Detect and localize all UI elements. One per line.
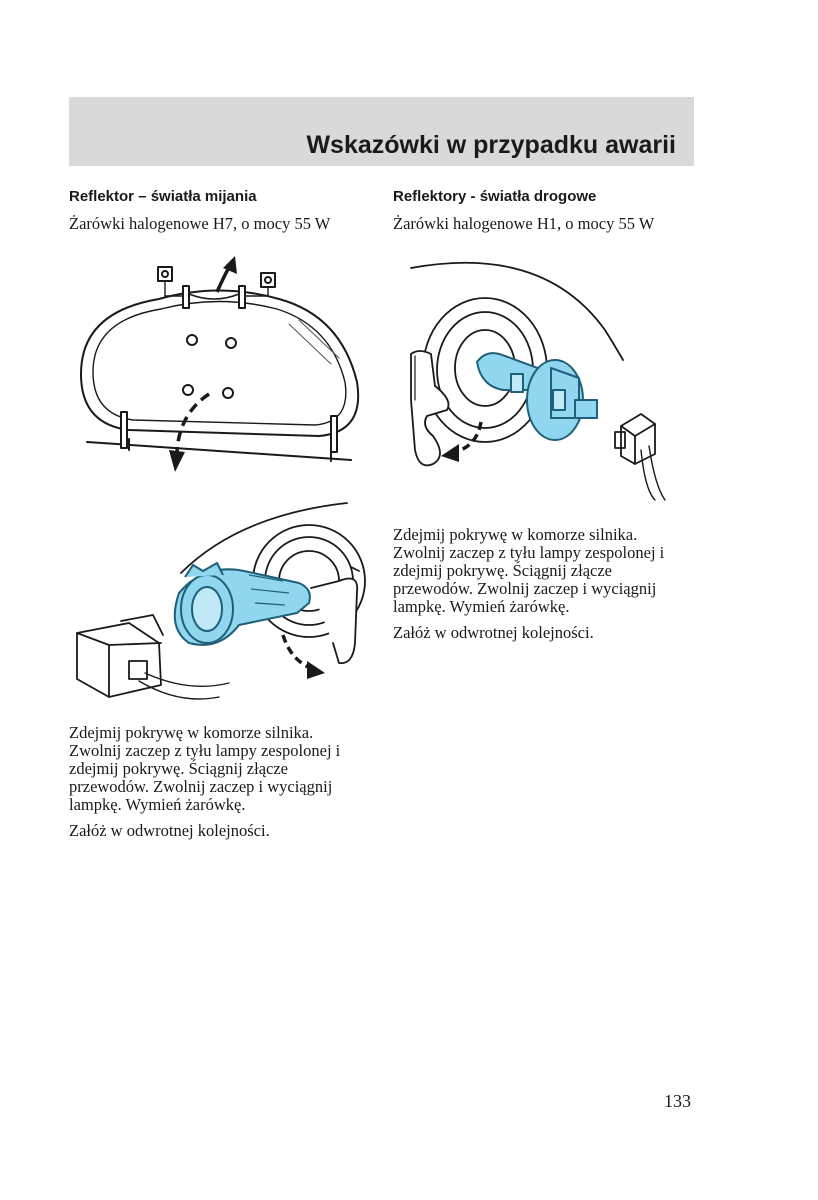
left-column-header — [69, 186, 369, 235]
h1-bulb-removal-illustration — [393, 250, 693, 502]
header-band — [69, 97, 694, 166]
low-beam-instructions — [69, 724, 369, 840]
low-beam-steps: Zdejmij pokrywę w komorze silnika. Zwolnij zaczep z tyłu lampy zespolonej i zdejmij pokrywę. Ściągnij złącze przewodów. Zwolnij zaczep i wyciągnij lampkę. Wymień żarówkę. — [69, 723, 341, 814]
low-beam-bulb-spec: Żarówki halogenowe H7, o mocy 55 W — [69, 214, 331, 233]
low-beam-heading: Reflektor – światła mijania — [69, 188, 257, 205]
page-number: 133 — [664, 1091, 691, 1111]
low-beam-reassembly: Załóż w odwrotnej kolejności. — [69, 821, 270, 840]
high-beam-reassembly: Załóż w odwrotnej kolejności. — [393, 623, 594, 642]
high-beam-bulb-spec: Żarówki halogenowe H1, o mocy 55 W — [393, 214, 655, 233]
high-beam-heading: Reflektory - światła drogowe — [393, 188, 597, 205]
high-beam-steps: Zdejmij pokrywę w komorze silnika. Zwolnij zaczep z tyłu lampy zespolonej i zdejmij pokrywę. Ściągnij złącze przewodów. Zwolnij zaczep i wyciągnij lampkę. Wymień żarówkę. — [393, 525, 665, 616]
headlamp-cover-illustration — [69, 254, 369, 482]
high-beam-instructions — [393, 526, 693, 642]
h7-bulb-removal-illustration — [69, 493, 369, 708]
right-column-header — [393, 186, 693, 235]
page-title: Wskazówki w przypadku awarii — [306, 131, 676, 159]
